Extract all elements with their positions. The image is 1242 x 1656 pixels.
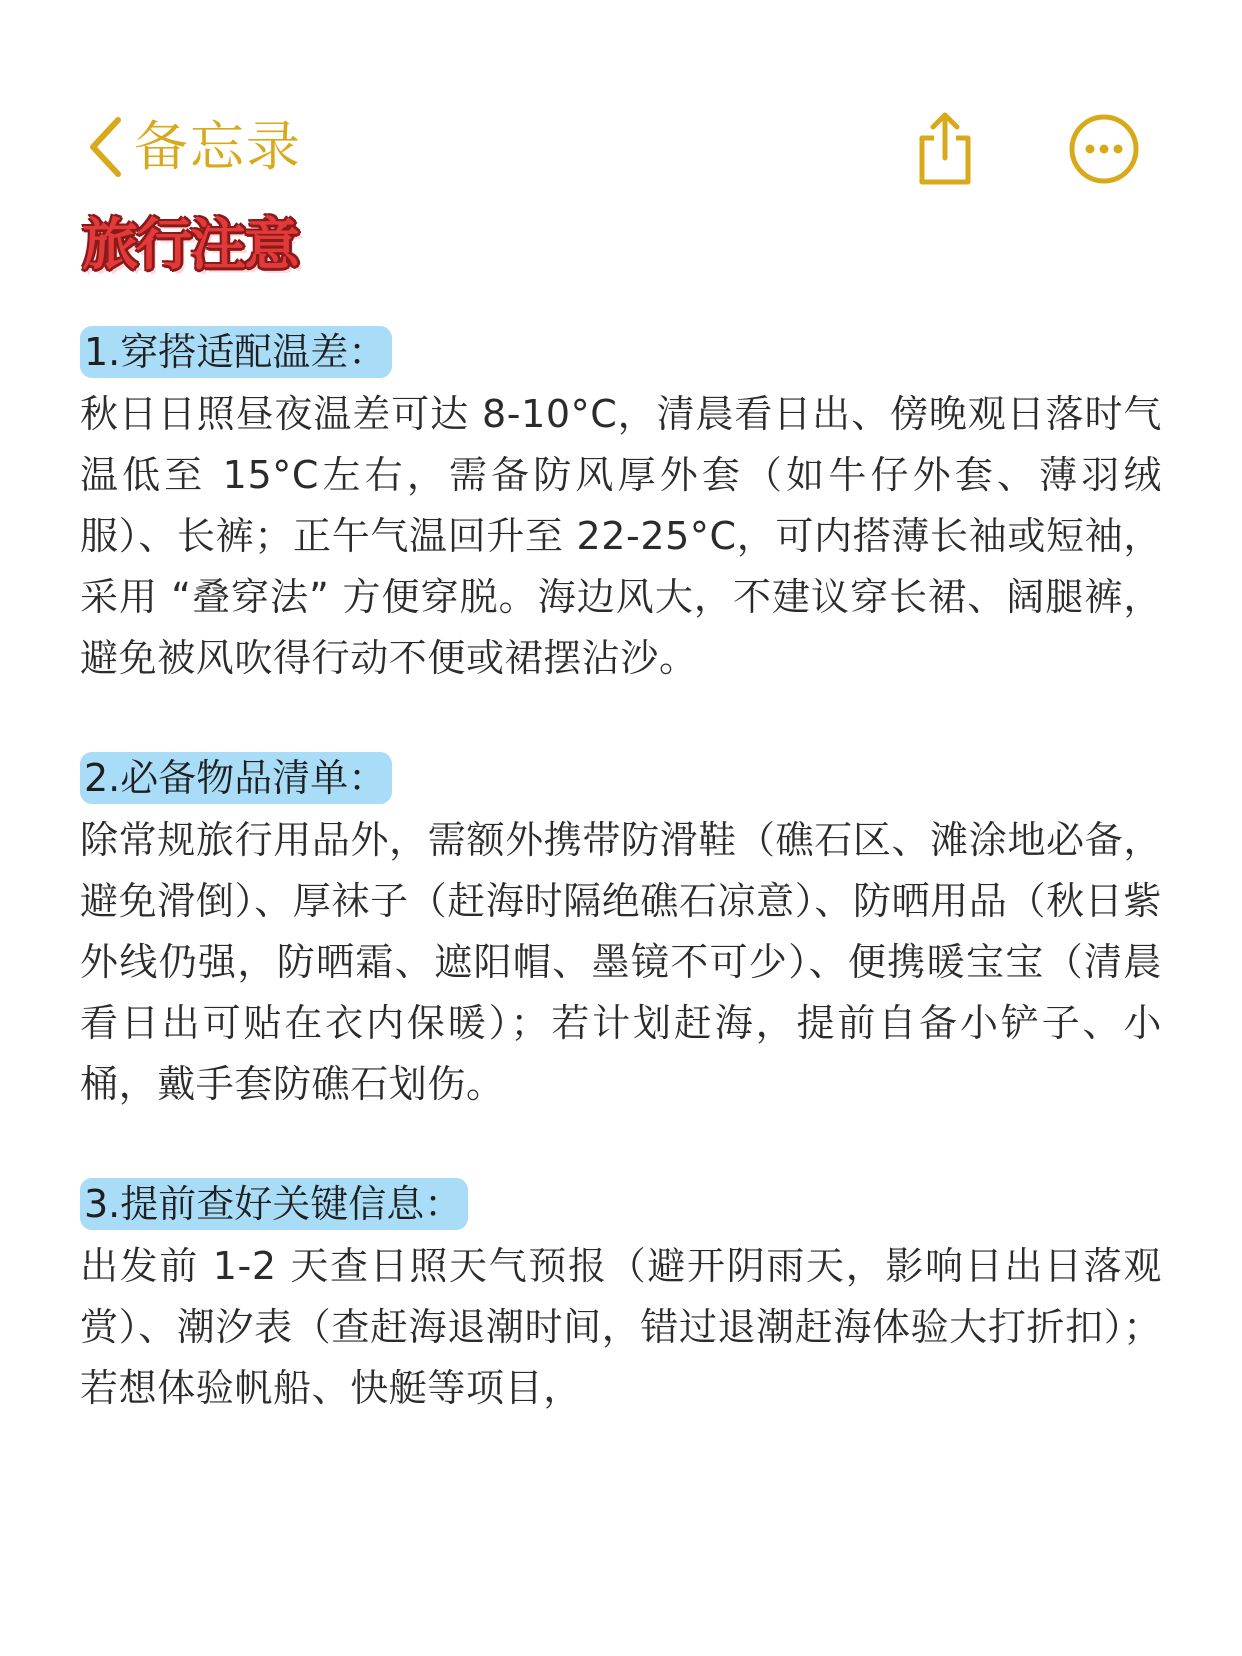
section-heading: 3.提前查好关键信息：: [80, 1178, 468, 1230]
note-section-packing-list: [80, 752, 1162, 1115]
ellipsis-circle-icon: [1068, 170, 1140, 189]
navigation-bar: [0, 0, 1242, 210]
section-heading: 1.穿搭适配温差：: [80, 326, 392, 378]
share-icon: [914, 171, 976, 190]
section-body: 出发前 1-2 天查日照天气预报（避开阴雨天，影响日出日落观赏）、潮汐表（查赶海退潮时间，错过退潮赶海体验大打折扣）；若想体验帆船、快艇等项目，: [80, 1244, 1162, 1410]
note-section-key-info: [80, 1178, 1162, 1419]
note-section-clothing: [80, 326, 1162, 689]
more-button[interactable]: [1068, 113, 1140, 185]
share-button[interactable]: [914, 112, 976, 186]
back-button-label: 备忘录: [134, 115, 302, 178]
chevron-left-icon: [88, 116, 122, 178]
back-button[interactable]: [88, 112, 302, 182]
section-body: 秋日日照昼夜温差可达 8-10°C，清晨看日出、傍晚观日落时气温低至 15°C左右，需备防风厚外套（如牛仔外套、薄羽绒服）、长裤；正午气温回升至 22-25°C，可内搭薄长袖或短袖，采用 “叠穿法” 方便穿脱。海边风大，不建议穿长裙、阔腿裤，避免被风吹得行动不便或裙摆沾沙。: [80, 392, 1162, 680]
section-body: 除常规旅行用品外，需额外携带防滑鞋（礁石区、滩涂地必备，避免滑倒）、厚袜子（赶海时隔绝礁石凉意）、防晒用品（秋日紫外线仍强，防晒霜、遮阳帽、墨镜不可少）、便携暖宝宝（清晨看日出可贴在衣内保暖）；若计划赶海，提前自备小铲子、小桶，戴手套防礁石划伤。: [80, 818, 1162, 1106]
section-heading: 2.必备物品清单：: [80, 752, 392, 804]
note-title: 旅行注意: [82, 213, 298, 278]
